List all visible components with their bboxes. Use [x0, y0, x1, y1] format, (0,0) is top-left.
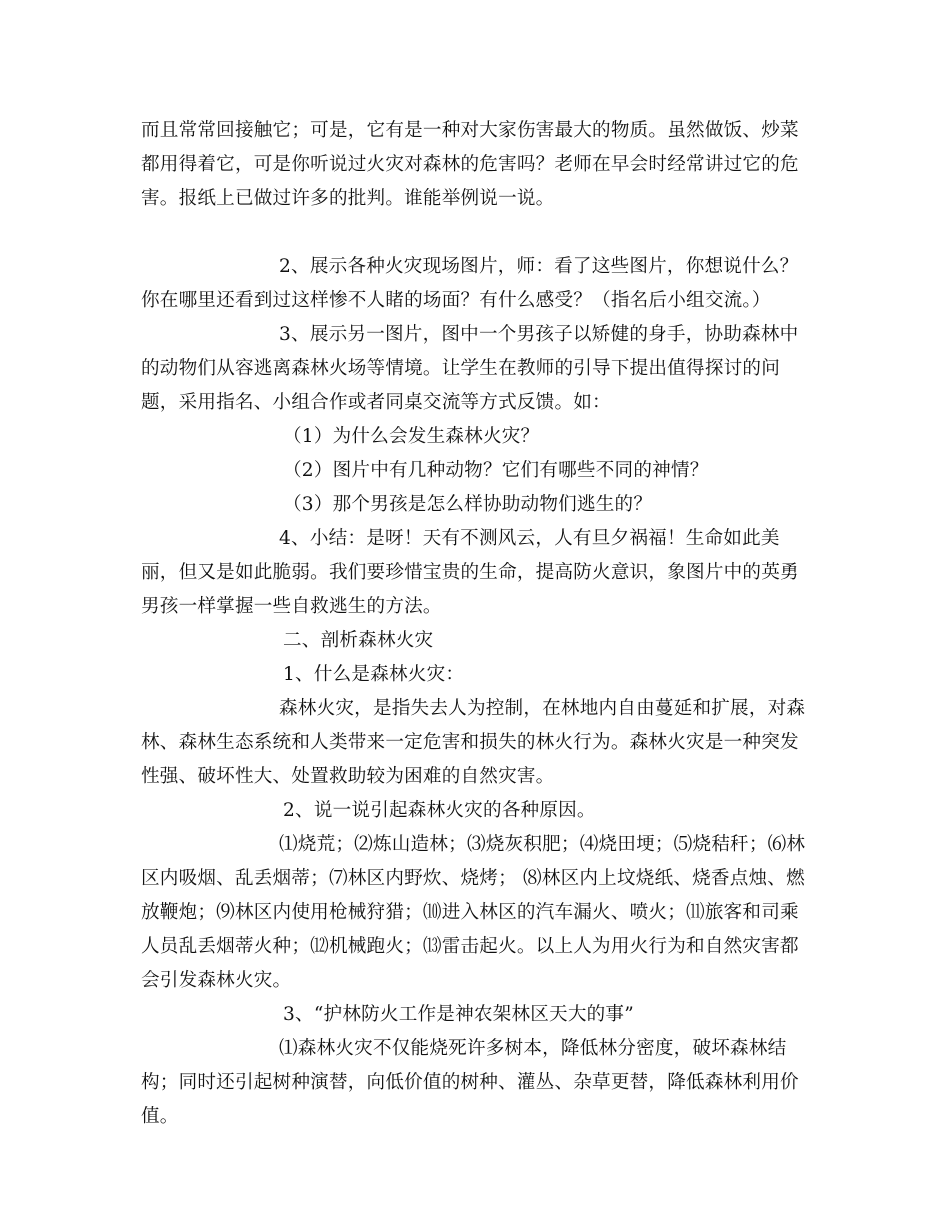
paragraph-step-2: 2、展示各种火灾现场图片，师：看了这些图片，你想说什么？你在哪里还看到过这样惨不人睹的场面？有什么感受？（指名后小组交流。）: [141, 256, 799, 311]
paragraph-definition: 森林火灾，是指失去人为控制，在林地内自由蔓延和扩展，对森林、森林生态系统和人类带来一定危害和损失的林火行为。森林火灾是一种突发性强、破坏性大、处置救助较为困难的自然灾害。: [141, 698, 806, 787]
paragraph-step-3: 3、展示另一图片，图中一个男孩子以矫健的身手，协助森林中的动物们从容逃离森林火场等情境。让学生在教师的引导下提出值得探讨的问题，采用指名、小组合作或者同桌交流等方式反馈。如：: [141, 324, 799, 413]
section-heading: 二、剖析森林火灾: [283, 630, 434, 651]
subheading-3: 3、“护林防火工作是神农架林区天大的事”: [283, 1004, 634, 1025]
subheading-2: 2、说一说引起森林火灾的各种原因。: [283, 800, 596, 821]
paragraph-intro: 而且常常回接触它；可是，它有是一种对大家伤害最大的物质。虽然做饭、炒菜都用得着它，可是你听说过火灾对森林的危害吗？老师在早会时经常讲过它的危害。报纸上已做过许多的批判。谁能举例说一说。: [141, 120, 799, 209]
paragraph-summary: 4、小结：是呀！天有不测风云，人有旦夕祸福！生命如此美丽，但又是如此脆弱。我们要珍惜宝贵的生命，提高防火意识，象图片中的英勇男孩一样掌握一些自救逃生的方法。: [141, 528, 799, 617]
question-1: （1）为什么会发生森林火灾？: [283, 426, 540, 447]
paragraph-harm-1: ⑴森林火灾不仅能烧死许多树本，降低林分密度，破坏森林结构；同时还引起树种演替，向低价值的树种、灌丛、杂草更替，降低森林利用价值。: [141, 1038, 799, 1127]
question-2: （2）图片中有几种动物？它们有哪些不同的神情？: [283, 460, 709, 481]
subheading-1: 1、什么是森林火灾：: [283, 664, 465, 685]
paragraph-causes: ⑴烧荒；⑵炼山造林；⑶烧灰积肥；⑷烧田埂；⑸烧秸秆；⑹林区内吸烟、乱丢烟蒂；⑺林区内野炊、烧烤； ⑻林区内上坟烧纸、烧香点烛、燃放鞭炮；⑼林区内使用枪械狩猎；⑽进入林区的汽车漏火、喷火；⑾旅客和司乘人员乱丢烟蒂火种；⑿机械跑火；⒀雷击起火。以上人为用火行为和自然灾害都会引发森林火灾。: [141, 834, 806, 991]
question-3: （3）那个男孩是怎么样协助动物们逃生的？: [283, 494, 653, 515]
